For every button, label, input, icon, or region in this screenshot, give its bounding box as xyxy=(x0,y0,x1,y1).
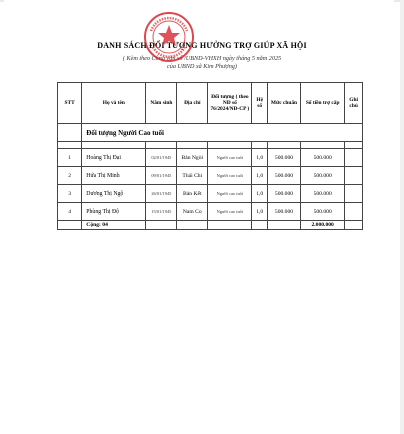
cell-category: Người cao tuổi xyxy=(208,185,252,203)
table-row xyxy=(58,149,363,167)
cell-amount: 500.000 xyxy=(301,203,345,221)
document-subtitle-line2: của UBND xã Kim Phượng) xyxy=(167,63,237,70)
cell-note xyxy=(345,167,363,185)
header-category: Đối tượng ( theo NĐ số 76/2024/NĐ-CP ) xyxy=(208,83,252,124)
cell-dob: 26/01/1945 xyxy=(146,185,177,203)
cell-name: Hứa Thị Minh xyxy=(82,167,146,185)
header-amount: Số tiền trợ cấp xyxy=(301,83,345,124)
table-row xyxy=(58,185,363,203)
cell-name: Dương Thị Ngộ xyxy=(82,185,146,203)
cell-address: Bản Ngòi xyxy=(177,149,208,167)
cell-dob: 15/01/1945 xyxy=(146,203,177,221)
cell-note xyxy=(345,185,363,203)
cell-standard: 500.000 xyxy=(267,149,300,167)
group-label: Đối tượng Người Cao tuổi xyxy=(82,124,363,142)
header-standard: Mức chuẩn xyxy=(267,83,300,124)
beneficiary-table xyxy=(57,82,363,230)
table-row xyxy=(58,203,363,221)
header-stt: STT xyxy=(58,83,82,124)
cell-coefficient: 1,0 xyxy=(252,167,267,185)
header-dob: Năm sinh xyxy=(146,83,177,124)
cell-address: Bản Kết xyxy=(177,185,208,203)
cell-stt: 2 xyxy=(58,167,82,185)
cell-amount: 500.000 xyxy=(301,185,345,203)
table-row xyxy=(58,167,363,185)
total-row xyxy=(58,221,363,230)
cell-coefficient: 1,0 xyxy=(252,203,267,221)
total-label: Cộng: 04 xyxy=(82,221,146,230)
cell-note xyxy=(345,149,363,167)
header-name: Họ và tên xyxy=(82,83,146,124)
cell-name: Hoàng Thị Đại xyxy=(82,149,146,167)
total-amount: 2.000.000 xyxy=(301,221,345,230)
cell-dob: 02/01/1945 xyxy=(146,149,177,167)
cell-coefficient: 1,0 xyxy=(252,149,267,167)
header-address: Địa chỉ xyxy=(177,83,208,124)
cell-name: Phùng Thị Độ xyxy=(82,203,146,221)
group-row xyxy=(58,124,363,142)
cell-stt: 4 xyxy=(58,203,82,221)
cell-category: Người cao tuổi xyxy=(208,149,252,167)
cell-standard: 500.000 xyxy=(267,167,300,185)
cell-address: Nam Co xyxy=(177,203,208,221)
cell-category: Người cao tuổi xyxy=(208,167,252,185)
header-coefficient: Hệ số xyxy=(252,83,267,124)
document-subtitle-line1: ( Kèm theo Công văn số /UBND-VHXH ngày tháng 5 năm 2025 xyxy=(122,55,282,62)
cell-address: Thái Chi xyxy=(177,167,208,185)
cell-standard: 500.000 xyxy=(267,185,300,203)
cell-coefficient: 1,0 xyxy=(252,185,267,203)
cell-stt: 3 xyxy=(58,185,82,203)
cell-stt: 1 xyxy=(58,149,82,167)
spacer-row xyxy=(58,142,363,149)
official-seal-icon xyxy=(143,11,195,63)
cell-note xyxy=(345,203,363,221)
cell-amount: 500.000 xyxy=(301,167,345,185)
header-note: Ghi chú xyxy=(345,83,363,124)
cell-amount: 500.000 xyxy=(301,149,345,167)
cell-dob: 09/01/1945 xyxy=(146,167,177,185)
cell-category: Người cao tuổi xyxy=(208,203,252,221)
table-header-row xyxy=(58,83,363,124)
document-title: DANH SÁCH ĐỐI TƯỢNG HƯỞNG TRỢ GIÚP XÃ HỘI xyxy=(97,41,307,50)
cell-standard: 500.000 xyxy=(267,203,300,221)
